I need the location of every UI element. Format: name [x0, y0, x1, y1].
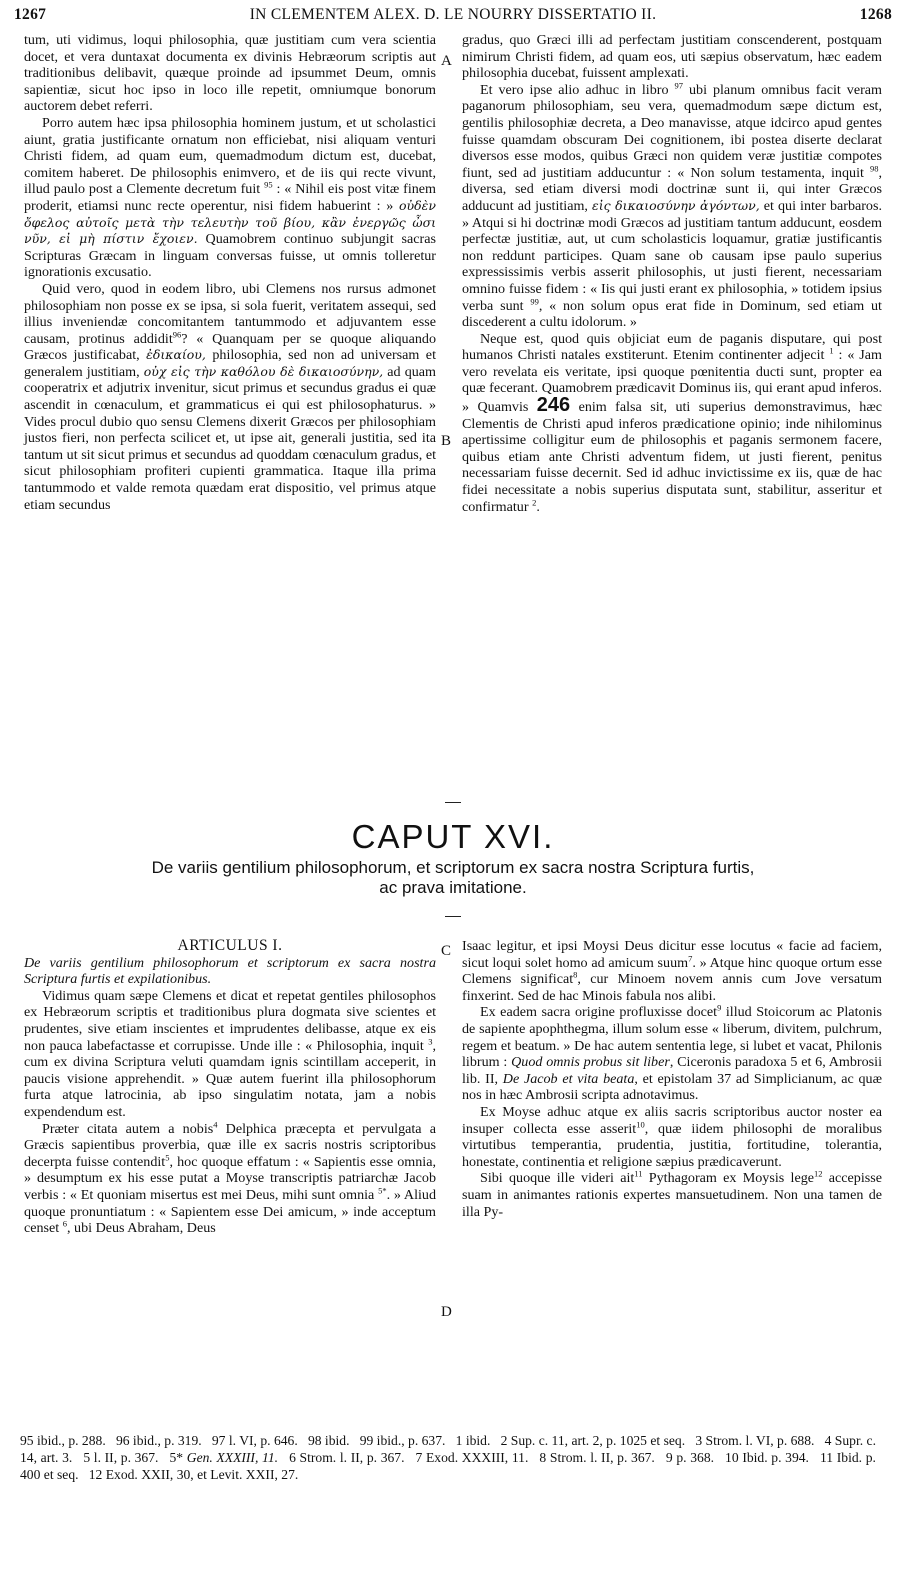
footnote: 8 Strom. l. II, p. 367. — [539, 1450, 655, 1465]
footnote: 6 Strom. l. II, p. 367. — [289, 1450, 405, 1465]
margin-letter-c: C — [441, 943, 452, 959]
footnote: 5 l. II, p. 367. — [83, 1450, 159, 1465]
greek-quote: οὐδὲν ὄφελος αὐτοῖς μετὰ τὴν τελευτὴν τοῦ βίου, κἂν ἐνεργῶς ὦσι νῦν, εἰ μὴ πίστιν ἔχοιεν. — [24, 197, 436, 247]
footnote: 7 Exod. XXXIII, 11. — [415, 1450, 529, 1465]
footnote: 1 ibid. — [455, 1433, 491, 1448]
article-subtitle: De variis gentilium philosophorum et scriptorum ex sacra nostra Scriptura furtis et expilationibus. — [24, 954, 436, 988]
footnotes — [20, 1432, 876, 1483]
paragraph: Neque est, quod quis objiciat eum de paganis disputare, qui post humanos Christi natales exstiterunt. Etenim continenter adjecit $^1$ : « Jam vero revelata eis veritate, ipsi quoque pœnitentia ducti sunt, propter ea quæ fecerant. Quamobrem prædicavit Dominus iis, qui erant apud inferos. » Quamvis 246 enim falsa sit, uti superius demonstravimus, hæc Clementis de Christi apud inferos prædicatione opinio; inde nihilominus apertissime colligitur eum de philosophis et paganis sermonem facere, quibus etiam ante Christi adventum fidem, ut justi fierent, penitus necessariam fuisse decernit. Sed id adhuc invictissime ex iis, quæ de hac fidei necessitate a nobis superius disputata sunt, stabilitur, asseritur et confirmatur $^2$. — [462, 330, 882, 515]
separator-dash — [445, 802, 461, 803]
footnote: 3 Strom. l. VI, p. 688. — [695, 1433, 815, 1448]
margin-letter-d: D — [441, 1304, 452, 1320]
footnote: 4 Supr. c. 14, art. 3. — [20, 1433, 876, 1465]
chapter-title: CAPUT XVI. — [351, 818, 555, 855]
footnote: 98 ibid. — [307, 1433, 350, 1448]
greek-quote: εἰς δικαιοσύνην ἀγόντων, — [592, 197, 760, 213]
greek-quote: οὐχ εἰς τὴν καθόλου δὲ δικαιοσύνην, — [143, 363, 384, 379]
margin-letter-a: A — [441, 53, 452, 69]
paragraph: Porro autem hæc ipsa philosophia hominem justum, et ut scholastici aiunt, gratia justificante ornatum non efficiebat, nisi aliquam venturi Christi fidem, ad quam eum, quemadmodum dictum est, ducebat, comitem haberet. De philosophis enimvero, et de iis qui recte vivunt, illud paulo post a Clemente decretum fuit $^{95}$ : « Nihil eis post vitæ finem proderit, etiamsi nunc recte operentur, nisi fidem habuerint : » οὐδὲν ὄφελος αὐτοῖς μετὰ τὴν τελευτὴν τοῦ βίου, κἂν ἐνεργῶς ὦσι νῦν, εἰ μὴ πίστιν ἔχοιεν. Quamobrem continuo subjungit sacras Scripturas Græcam in linguam conversas fuisse, ut omnis tolleretur ignorationis excusatio. — [24, 114, 436, 281]
footnote: 5* — [169, 1450, 184, 1465]
paragraph: Isaac legitur, et ipsi Moysi Deus dicitur esse locutus « facie ad faciem, sicut loqui solet homo ad amicum suum$^7$. » Atque hinc quoque ortum esse Clemens significat$^8$, cur Minoem novem annis cum Jove versatum finxerint. Sed de hac Minois fabula nos alibi. — [462, 938, 882, 1004]
paragraph: Et vero ipse alio adhuc in libro $^{97}$ ubi planum omnibus facit veram paganorum philosophiam, seu vera, quemadmodum sæpe dictum est, gentilis philosophiæ decreta, a Deo manavisse, atque idcirco apud gentes fuisse quamdam obscuram Dei cognitionem, ibi postea diserte declarat diversos esse modos, quibus Græci non quidem veræ justitiæ compotes fiunt, sed ad justitiam adducuntur : « Non solum testamenta, inquit $^{98}$, diversa, sed etiam diversi modi doctrinæ sunt ii, qui inter Græcos adducunt ad justitiam, εἰς δικαιοσύνην ἀγόντων, et qui inter barbaros. » Atqui si hi doctrinæ modi Græcos ad justitiam tantum adducunt, eosdem perfectæ justitiæ, aut, ut cum scholasticis loquamur, gratiæ justificantis non reddunt participes. Quam sane ob causam ipse paulo superius expressissimis verbis asserit philosophis, ut justi fierent, necessariam omnino fuisse fidem : « Iis qui justi erant ex philosophia, » totidem ipsius verba sunt $^{99}$, « non solum opus erat fide in Dominum, sed etiam ut discederent a cultu idolorum. » — [462, 80, 882, 331]
chapter-subtitle: De variis gentilium philosophorum, et scriptorum ex sacra nostra Scriptura furtis, ac prava imitatione. — [151, 858, 755, 897]
footnote: 95 ibid., p. 288. — [20, 1433, 106, 1448]
paragraph: tum, uti vidimus, loqui philosophia, quæ justitiam cum vera scientia docet, et vera duntaxat documenta ex divinis Hebræorum scriptis aut traditionibus delibavit, quæque proinde ad ipsummet Deum, omnis sapientiæ, sicut hoc ipso in loco ille repetit, omniumque bonorum auctorem debet referri. — [24, 32, 436, 115]
running-title: IN CLEMENTEM ALEX. D. LE NOURRY DISSERTATIO II. — [249, 6, 657, 23]
top-left-column — [24, 32, 436, 513]
page-number-right: 1268 — [859, 6, 892, 23]
paragraph: Præter citata autem a nobis$^4$ Delphica præcepta et pervulgata a Græcis sapientibus proverbia, quæ ille ex sacris nostris scriptoribus decerpta fuisse contendit$^5$, hoc quoque effatum : « Sapientis esse omnia, » desumptum ex his esse putat a Moyse transcriptis patriarchæ Jacob verbis : « Et quoniam misertus est mei Deus, mihi sunt omnia $^{5*}$. » Aliud quoque pronuntiatum : « Sapientem esse Dei amicum, » inde acceptum censet $^6$, ubi Deus Abraham, Deus — [24, 1118, 437, 1237]
footnote: Gen. XXXIII, 11. — [186, 1450, 279, 1465]
footnote: 10 Ibid. p. 394. — [725, 1450, 809, 1465]
top-right-column — [462, 32, 882, 515]
paragraph: Ex Moyse adhuc atque ex aliis sacris scriptoribus auctor noster ea insuper collecta esse asserit$^{10}$, quæ iidem philosophi de moralibus virtutibus temperantia, prudentia, justitia, fortitudine, tolerantia, honestate, continentia et religione sæpius prædicaverunt. — [462, 1103, 882, 1170]
footnote: 96 ibid., p. 319. — [115, 1433, 202, 1448]
footnote: 11 Ibid. p. 400 et seq. — [20, 1450, 876, 1482]
bottom-left-column — [24, 938, 436, 1237]
footnote: 9 p. 368. — [665, 1450, 715, 1465]
paragraph: Ex eadem sacra origine profluxisse docet$^9$ illud Stoicorum ac Platonis de sapiente apophthegma, illum solum esse « liberum, divitem, pulchrum, regem et beatum. » De hac autem sententia lege, si lubet et vacat, Philonis librum : Quod omnis probus sit liber, Ciceronis paradoxa 5 et 6, Ambrosii lib. II, De Jacob et vita beata, et epistolam 37 ad Simplicianum, ac quæ nos in hæc Ambrosii scripta adnotavimus. — [462, 1002, 882, 1104]
paragraph: Sibi quoque ille videri ait$^{11}$ Pythagoram ex Moysis lege$^{12}$ accepisse suam in animantes rationis expertes mansuetudinem. Non una tamen de illa Py- — [462, 1168, 882, 1220]
running-header — [14, 6, 892, 30]
paragraph: Quid vero, quod in eodem libro, ubi Clemens nos rursus admonet philosophiam non posse ex se ipsa, si sola fuerit, veritatem assequi, sed illius inveniendæ concomitantem tantummodo et adjuvantem esse causam, protinus addidit$^{96}$? « Quanquam per se quoque aliquando Græcos justificabat, ἐδικαίου, philosophia, sed non ad universam et generalem justitiam, οὐχ εἰς τὴν καθόλου δὲ δικαιοσύνην, ad quam cooperatrix et adjutrix invenitur, sicut primus et secundus gradus ei quæ ascendit in cœnaculum, et grammaticus ei qui est philosophaturus. » Vides procul dubio quo sensu Clemens dixerit Græcos per philosophiam justos fieri, non perfecta scilicet et, ut ipse ait, generali justitia, sed ita tantum ut sit sicut primus et secundus ad quoddam cœnaculum gradus, et sicut philosophiam profiteri cupienti grammatica. Itaque illa prima tantummodo et valde remota quædam erat dispositio, vel primus atque etiam secundus — [24, 280, 437, 513]
greek-word: ἐδικαίου, — [146, 347, 206, 363]
separator-dash — [445, 916, 461, 917]
paragraph: Vidimus quam sæpe Clemens et dicat et repetat gentiles philosophos ex Hebræorum scriptis et traditionibus plura dogmata sive scientes et prudentes, sive etiam inscientes et imprudentes delibasse, atque ex eis non pauca labefactasse et corrupisse. Unde ille : « Philosophia, inquit $^3$, cum ex divina Scriptura veluti quamdam ignis scintillam acceperit, in paucis visione apprehendit. » Quæ autem fuerint illa philosophorum furta atque latrocinia, ab ipso singulatim notata, jam a nobis expendendum est. — [24, 987, 436, 1120]
embedded-page-number: 246 — [536, 394, 571, 417]
footnote: 99 ibid., p. 637. — [359, 1433, 446, 1448]
bottom-right-column — [462, 938, 882, 1220]
article-title: ARTICULUS I. — [177, 937, 283, 954]
footnote: 12 Exod. XXII, 30, et Levit. XXII, 27. — [88, 1467, 299, 1482]
footnote: 97 l. VI, p. 646. — [211, 1433, 298, 1448]
page-number-left: 1267 — [14, 6, 47, 23]
paragraph: gradus, quo Græci illi ad perfectam justitiam conscenderent, postquam nimirum Christi fidem, ad quam eos, uti sæpius observatum, hæc eadem philosophia ducebat, fuissent amplexati. — [462, 32, 882, 82]
footnote: 2 Sup. c. 11, art. 2, p. 1025 et seq. — [500, 1433, 686, 1448]
margin-letter-b: B — [441, 433, 452, 449]
